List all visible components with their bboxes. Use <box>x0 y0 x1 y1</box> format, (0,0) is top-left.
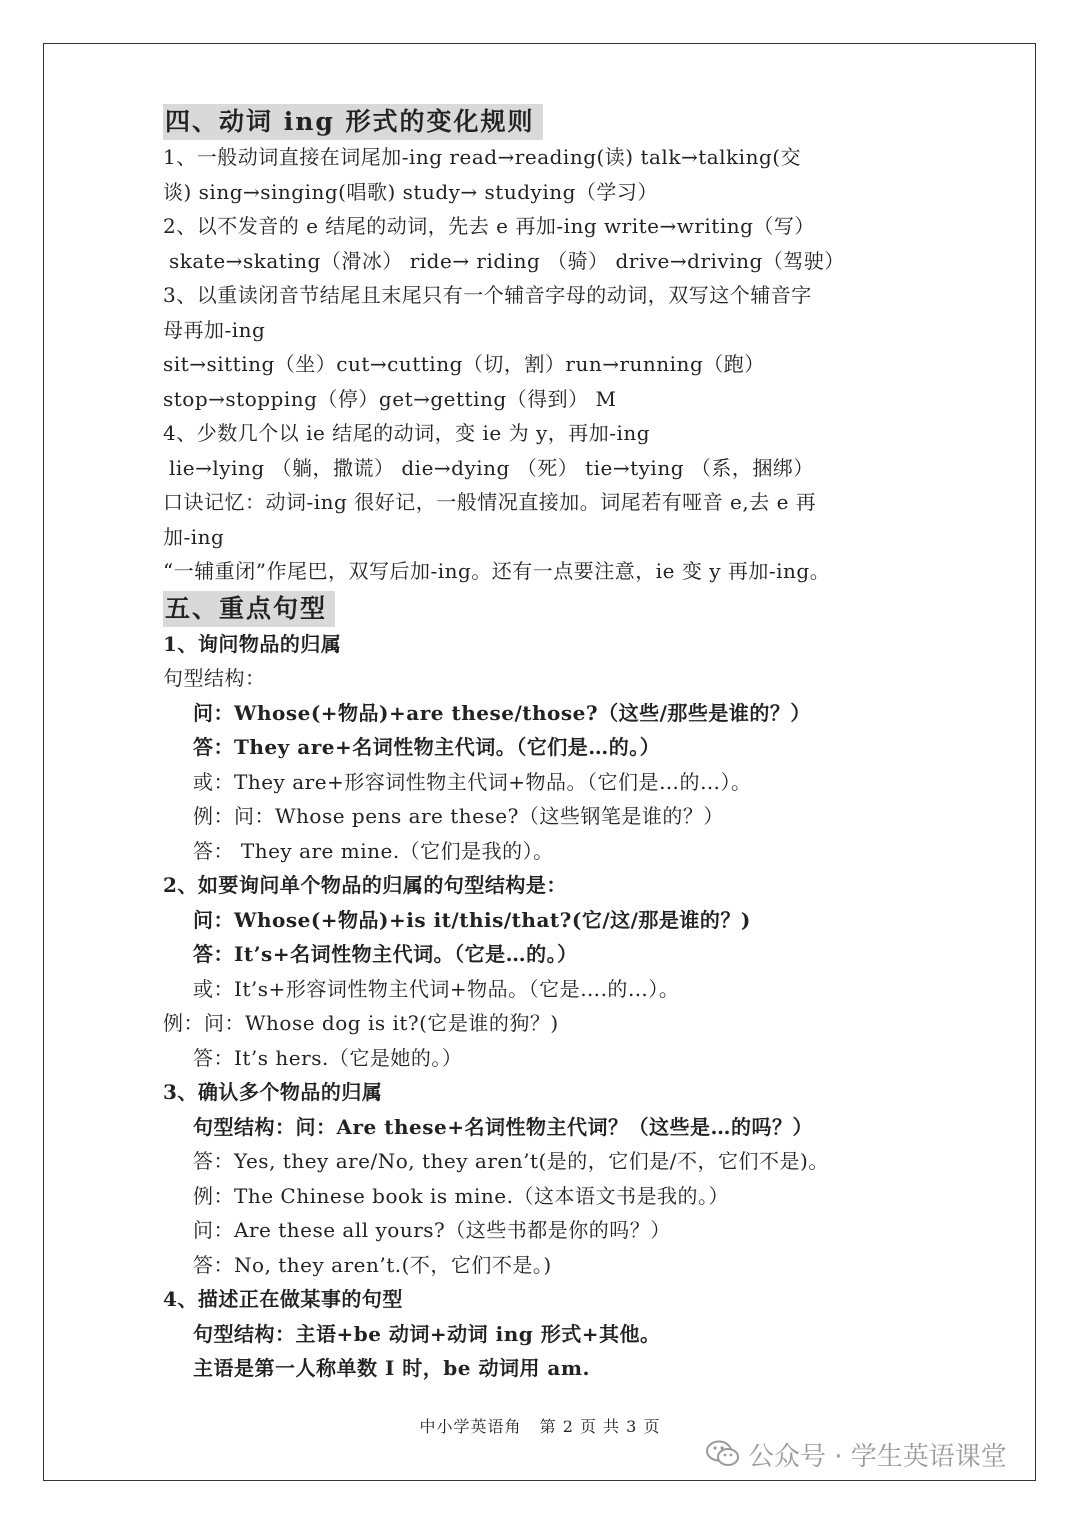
text-line: 例：The Chinese book is mine.（这本语文书是我的。） <box>193 1183 729 1208</box>
text-line: 问：Whose(+物品)+is it/this/that?(它/这/那是谁的？) <box>193 907 751 932</box>
section5-heading: 五、重点句型 <box>163 591 335 627</box>
text-line: 答：It’s hers.（它是她的。） <box>193 1045 463 1070</box>
watermark-text: 公众号 · 学生英语课堂 <box>748 1441 1007 1472</box>
text-line: 加-ing <box>163 524 225 549</box>
text-line: 或：They are+形容词性物主代词+物品。（它们是…的…）。 <box>193 769 752 794</box>
footer-source: 中小学英语角 <box>419 1417 522 1436</box>
text-line: 答：No, they aren’t.(不，它们不是。) <box>193 1252 552 1277</box>
text-line: 句型结构： <box>163 666 266 690</box>
footer-page-number: 第 2 页 共 3 页 <box>539 1417 661 1436</box>
text-line: 答： They are mine.（它们是我的）。 <box>193 838 554 863</box>
subheading: 2、如要询问单个物品的归属的句型结构是： <box>163 873 567 897</box>
text-line: lie→lying （躺，撒谎） die→dying （死） tie→tying （系，捆绑） <box>169 455 814 480</box>
text-line: 答：Yes, they are/No, they aren’t(是的，它们是/不，它们不是)。 <box>193 1149 829 1173</box>
section4-heading: 四、动词 ing 形式的变化规则 <box>163 104 543 140</box>
text-line: 问：Are these all yours?（这些书都是你的吗？） <box>193 1218 671 1242</box>
text-line: 句型结构：主语+be 动词+动词 ing 形式+其他。 <box>193 1321 661 1346</box>
text-line: 母再加-ing <box>163 317 266 342</box>
text-line: 4、少数几个以 ie 结尾的动词，变 ie 为 y，再加-ing <box>163 421 651 445</box>
text-line: 谈) sing→singing(唱歌) study→ studying（学习） <box>163 179 658 204</box>
subheading: 3、确认多个物品的归属 <box>163 1080 383 1104</box>
text-line: 例：问：Whose pens are these?（这些钢笔是谁的？） <box>193 804 724 828</box>
text-line: stop→stopping（停）get→getting（得到） M <box>163 386 617 411</box>
text-line: 问：Whose(+物品)+are these/those?（这些/那些是谁的？） <box>193 700 811 725</box>
text-line: 口诀记忆：动词-ing 很好记，一般情况直接加。词尾若有哑音 e,去 e 再 <box>163 490 817 514</box>
text-line: skate→skating（滑冰） ride→ riding （骑） drive→driving（驾驶） <box>169 248 845 273</box>
text-line: 例：问：Whose dog is it?(它是谁的狗？) <box>163 1011 559 1035</box>
text-line: 1、一般动词直接在词尾加-ing read→reading(读) talk→talking(交 <box>163 145 802 169</box>
subheading: 1、询问物品的归属 <box>163 631 342 656</box>
text-line: sit→sitting（坐）cut→cutting（切，割）run→running（跑） <box>163 352 765 376</box>
text-line: 3、以重读闭音节结尾且末尾只有一个辅音字母的动词，双写这个辅音字 <box>163 283 812 307</box>
subheading: 4、描述正在做某事的句型 <box>163 1287 403 1311</box>
wechat-icon <box>706 1440 740 1468</box>
document-body <box>163 102 943 1386</box>
text-line: 答：They are+名词性物主代词。（它们是…的。） <box>193 735 661 759</box>
watermark <box>706 1434 1007 1474</box>
text-line: 答：It’s+名词性物主代词。（它是…的。） <box>193 942 578 966</box>
text-line: “一辅重闭”作尾巴，双写后加-ing。还有一点要注意，ie 变 y 再加-ing。 <box>163 559 831 583</box>
text-line: 2、以不发音的 e 结尾的动词，先去 e 再加-ing write→writing（写） <box>163 214 815 238</box>
text-line: 主语是第一人称单数 I 时，be 动词用 am. <box>193 1356 590 1380</box>
text-line: 或：It’s+形容词性物主代词+物品。（它是….的…）。 <box>193 976 680 1001</box>
text-line: 句型结构：问：Are these+名词性物主代词？（这些是…的吗？） <box>193 1114 813 1139</box>
